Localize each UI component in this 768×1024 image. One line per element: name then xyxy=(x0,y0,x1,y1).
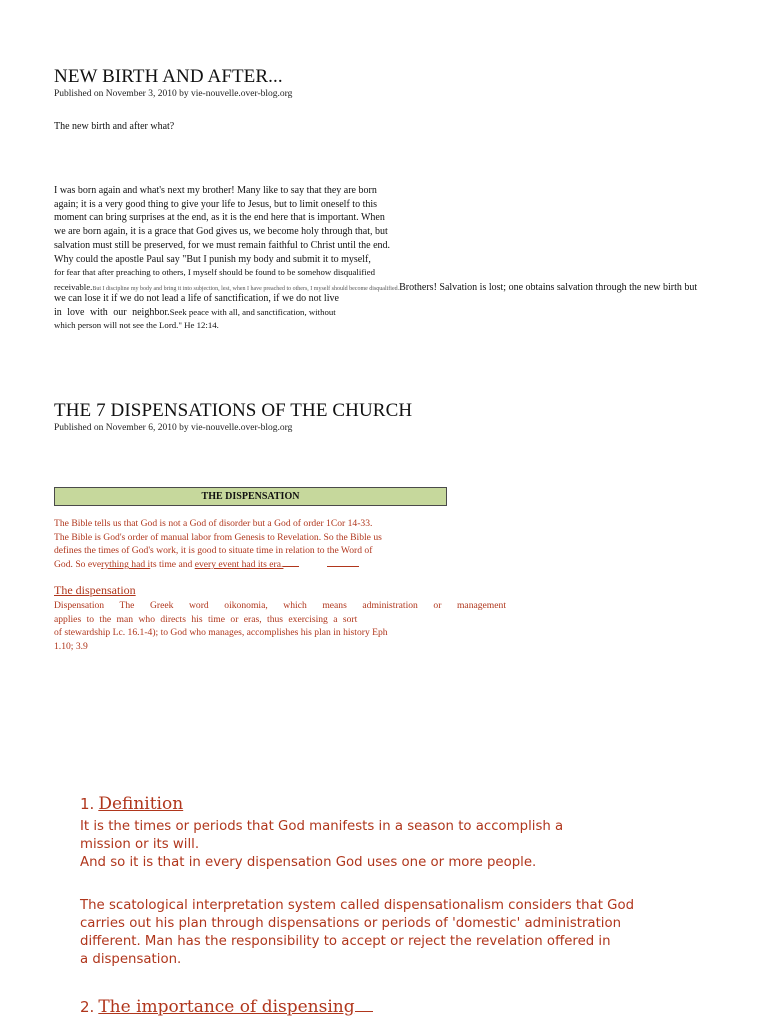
section-title: The importance of dispensing xyxy=(98,997,355,1017)
article-meta: Published on November 6, 2010 by vie-nouvelle.over-blog.org xyxy=(54,423,293,433)
para-line: a dispensation. xyxy=(80,952,182,967)
body-line: salvation must still be preserved, for we must remain faithful to Christ until the end. xyxy=(54,239,391,251)
section-heading xyxy=(80,794,183,814)
intro-paragraph xyxy=(54,517,454,572)
dispensation-line: Dispensation The Greek word oikonomia, which means administration or management xyxy=(54,600,506,611)
definition-line: mission or its will. xyxy=(80,837,200,852)
definition-line: And so it is that in every dispensation God uses one or more people. xyxy=(80,855,537,870)
tiny-quote: But I discipline my body and bring it into subjection, lest, when I have preached to others, I myself should become disqualified. xyxy=(92,286,400,292)
body-line: for fear that after preaching to others, I myself should be found to be somehow disqualified xyxy=(54,267,375,278)
body-line: again; it is a very good thing to give your life to Jesus, but to limit oneself to this xyxy=(54,198,378,210)
receivable-text: receivable. xyxy=(54,282,93,292)
intro-line: defines the times of God's work, it is good to situate time in relation to the Word of xyxy=(54,545,373,557)
para-line: The scatological interpretation system called dispensationalism considers that God xyxy=(80,898,635,913)
article-meta: Published on November 3, 2010 by vie-nouvelle.over-blog.org xyxy=(54,89,293,99)
brothers-text: Brothers! Salvation is lost; one obtains salvation through the new birth but xyxy=(399,282,698,293)
dispensation-line: of stewardship Lc. 16.1-4); to God who manages, accomplishes his plan in history Eph xyxy=(54,627,388,639)
tail-line: which person will not see the Lord." He 12:14. xyxy=(54,320,219,331)
dispensation-line: 1.10; 3.9 xyxy=(54,641,88,653)
body-line: Why could the apostle Paul say "But I punish my body and submit it to myself, xyxy=(54,253,371,265)
dispensation-line: applies to the man who directs his time or eras, thus exercising a sort xyxy=(54,613,358,625)
dispensationalism-paragraph xyxy=(80,897,660,969)
section-number: 1. xyxy=(80,795,95,813)
dispensation-paragraph xyxy=(54,599,506,654)
definition-paragraph xyxy=(80,818,640,872)
para-line: different. Man has the responsibility to accept or reject the revelation offered in xyxy=(80,934,611,949)
section-number: 2. xyxy=(80,998,95,1016)
section-heading xyxy=(80,997,373,1017)
article-body xyxy=(54,184,440,280)
article-title: THE 7 DISPENSATIONS OF THE CHURCH xyxy=(54,400,413,421)
tail-line: in love with our neighbor.Seek peace with all, and sanctification, without xyxy=(54,306,336,318)
section-title: Definition xyxy=(98,794,184,814)
intro-line: God. So everything had its time and every event had its era. xyxy=(54,558,454,572)
body-line: we are born again, it is a grace that God gives us, we become holy through that, but xyxy=(54,226,388,238)
tail-line: we can lose it if we do not lead a life of sanctification, if we do not live xyxy=(54,293,339,304)
article-subtitle: The new birth and after what? xyxy=(54,121,175,132)
intro-line: The Bible tells us that God is not a God of disorder but a God of order 1Cor 14-33. xyxy=(54,518,373,529)
article-tail xyxy=(54,292,384,333)
body-line: I was born again and what's next my brother! Many like to say that they are born xyxy=(54,185,377,196)
body-line: moment can bring surprises at the end, as it is the end here that is important. When xyxy=(54,212,385,224)
intro-line: The Bible is God's order of manual labor from Genesis to Revelation. So the Bible us xyxy=(54,531,382,543)
dispensation-box: THE DISPENSATION xyxy=(54,487,447,506)
article-title: NEW BIRTH AND AFTER... xyxy=(54,66,283,87)
dispensation-heading: The dispensation xyxy=(54,583,136,597)
para-line: carries out his plan through dispensations or periods of 'domestic' administration xyxy=(80,916,622,931)
definition-line: It is the times or periods that God manifests in a season to accomplish a xyxy=(80,819,564,834)
